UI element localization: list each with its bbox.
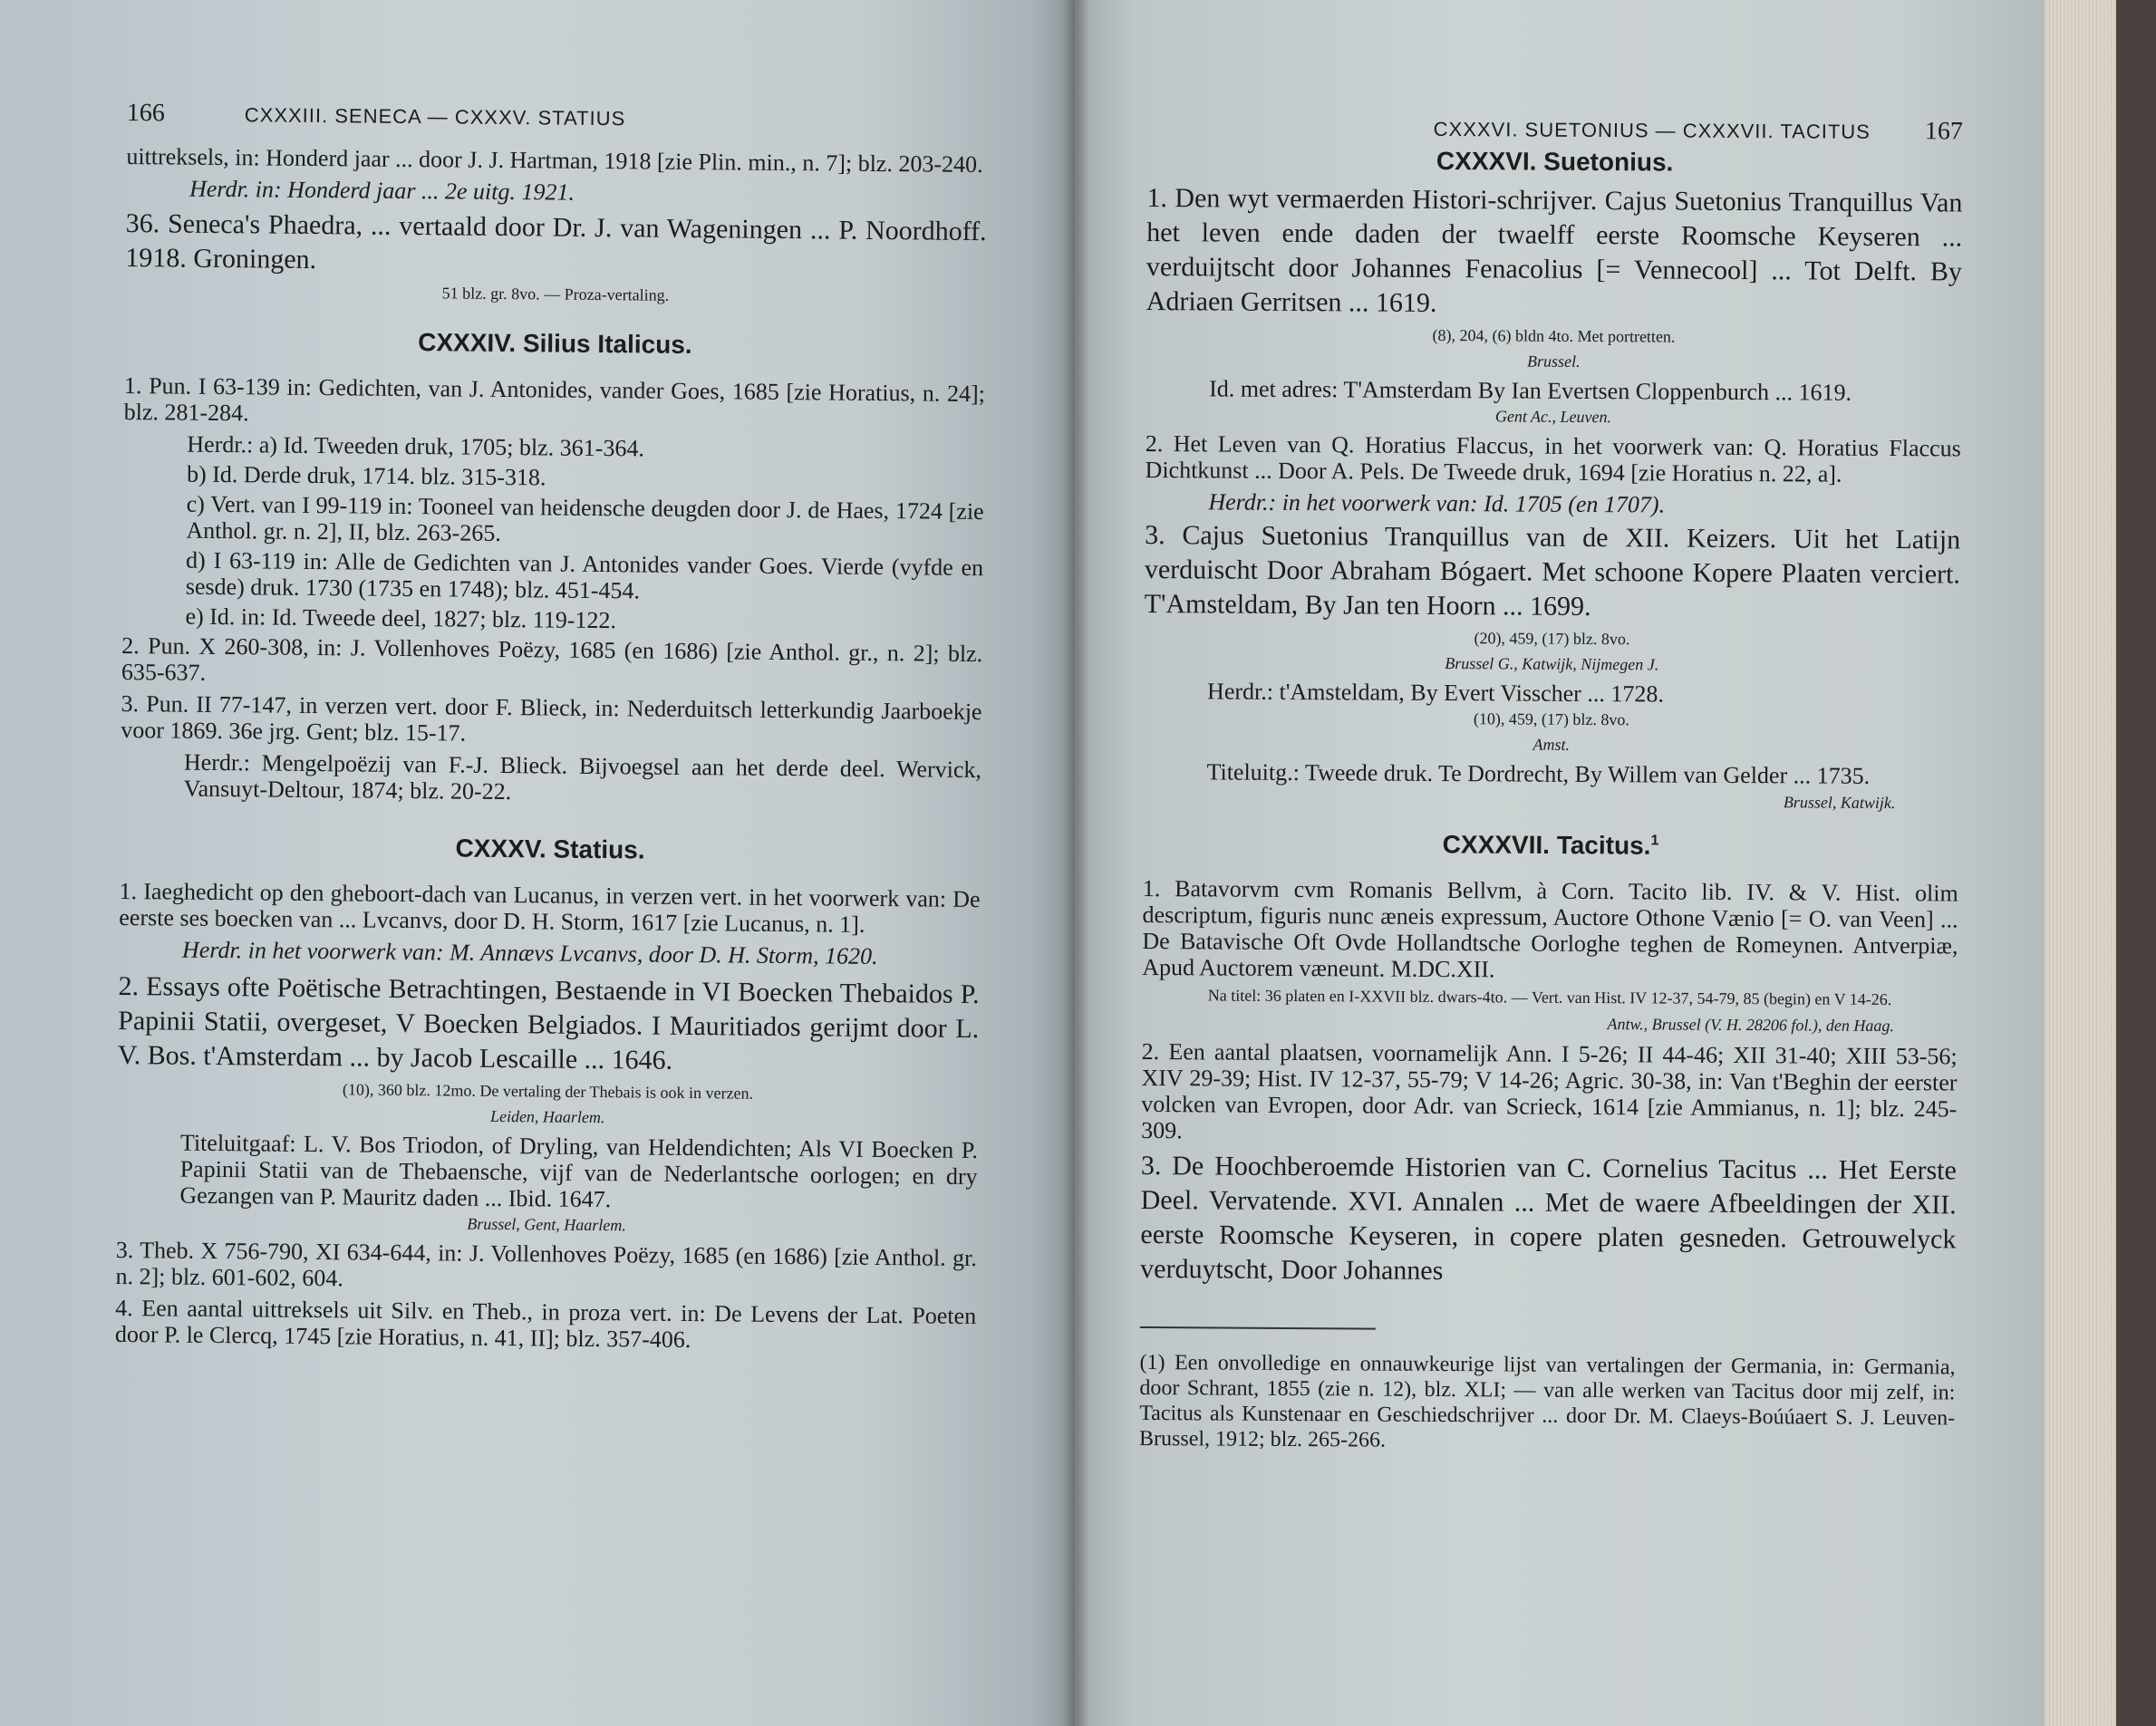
- left-page: [0, 0, 1075, 1726]
- right-page-text: [1139, 113, 1963, 1479]
- suetonius-entry-3-note: (20), 459, (17) blz. 8vo.: [1474, 629, 1630, 649]
- silius-herdr-b: b) Id. Derde druk, 1714. blz. 315-318.: [186, 460, 546, 491]
- suetonius-entry-3-titeluitg: Titeluitg.: Tweede druk. Te Dordrecht, By Willem van Gelder ... 1735.: [1206, 758, 1871, 789]
- tacitus-title-text: CXXXVII. Tacitus.: [1442, 830, 1651, 860]
- left-page-number: 166: [126, 99, 166, 128]
- section-title-silius: CXXXIV. Silius Italicus.: [418, 328, 692, 359]
- suetonius-entry-3-herdr: Herdr.: t'Amsteldam, By Evert Visscher ... 1728.: [1207, 678, 1664, 708]
- statius-entry-1-herdr: Herdr. in het voorwerk van: M. Annævs Lvcanvs, door D. H. Storm, 1620.: [181, 936, 878, 969]
- entry-35-cont: uittreksels, in: Honderd jaar ... door J. J. Hartman, 1918 [zie Plin. min., n. 7]; blz. 203-240.: [126, 142, 983, 178]
- suetonius-entry-2-herdr: Herdr.: in het voorwerk van: Id. 1705 (en 1707).: [1208, 488, 1666, 518]
- statius-entry-2-location-2: Brussel, Gent, Haarlem.: [467, 1214, 626, 1235]
- left-running-head: CXXXIII. SENECA — CXXXV. STATIUS: [244, 103, 626, 130]
- silius-herdr-d: d) I 63-119 in: Alle de Gedichten van J. Antonides vander Goes. Vierde (vyfde en sesde) druk. 1730 (1735 en 1748); blz. 451-454.: [185, 546, 984, 604]
- tacitus-entry-2: 2. Een aantal plaatsen, voornamelijk Ann. I 5-26; II 44-46; XII 31-40; XIII 53-56; XIV 29-39; Hist. IV 12-37, 55-79; V 14-26; Agric. 30-38, in: Van t'Beghin der eerster volcken van Evropen, door Adr. van Scrieck, 1614 [zie Ammianus, n. 1]; blz. 245-309.: [1141, 1038, 1958, 1144]
- suetonius-entry-1-note: (8), 204, (6) bldn 4to. Met portretten.: [1432, 325, 1676, 346]
- section-title-statius: CXXXV. Statius.: [455, 834, 645, 864]
- left-header: [127, 100, 988, 135]
- right-header: [1147, 113, 1963, 145]
- entry-36-note: 51 blz. gr. 8vo. — Proza-vertaling.: [441, 284, 670, 304]
- silius-herdr-e: e) Id. in: Id. Tweede deel, 1827; blz. 119-122.: [185, 603, 617, 634]
- silius-entry-2: 2. Pun. X 260-308, in: J. Vollenhoves Poëzy, 1685 (en 1686) [zie Anthol. gr., n. 2]; blz. 635-637.: [121, 632, 983, 686]
- tacitus-entry-1-location: Antw., Brussel (V. H. 28206 fol.), den Haag.: [1607, 1015, 1894, 1036]
- tacitus-entry-3: 3. De Hoochberoemde Historien van C. Cornelius Tacitus ... Het Eerste Deel. Vervatende. XVI. Annalen ... Met de waere Afbeeldingen der XII. eerste Roomsche Keyseren, in copere platen gesneden. Getrouwelyck verduytscht, Door Johannes: [1140, 1151, 1957, 1287]
- book-cover-edge: [2116, 0, 2156, 1726]
- statius-entry-1: 1. Iaeghedicht op den gheboort-dach van Lucanus, in verzen vert. in het voorwerk van: De eerste ses boecken van ... Lvcanvs, door D. H. Storm, 1617 [zie Lucanus, n. 1].: [119, 877, 981, 938]
- tacitus-entry-1-note: Na titel: 36 platen en I-XXVII blz. dwars-4to. — Vert. van Hist. IV 12-37, 54-79, 85 (begin) en V 14-26.: [1207, 986, 1892, 1009]
- entry-35-herdr: Herdr. in: Honderd jaar ... 2e uitg. 1921.: [189, 175, 575, 206]
- suetonius-entry-3-location-2: Amst.: [1532, 735, 1571, 754]
- suetonius-entry-1-location-2: Gent Ac., Leuven.: [1494, 407, 1612, 427]
- suetonius-entry-3-location-3: Brussel, Katwijk.: [1783, 793, 1896, 813]
- entry-36: 36. Seneca's Phaedra, ... vertaald door Dr. J. van Wageningen ... P. Noordhoff. 1918. Groningen.: [125, 207, 987, 275]
- silius-entry-1: 1. Pun. I 63-139 in: Gedichten, van J. Antonides, vander Goes, 1685 [zie Horatius, n. 24]; blz. 281-284.: [123, 371, 986, 427]
- suetonius-entry-3-note-2: (10), 459, (17) blz. 8vo.: [1473, 709, 1629, 729]
- suetonius-entry-1-adres: Id. met adres: T'Amsterdam By Ian Evertsen Cloppenburch ... 1619.: [1209, 375, 1852, 406]
- suetonius-entry-3: 3. Cajus Suetonius Tranquillus van de XII. Keizers. Uit het Latijn verduischt Door Abraham Bógaert. Met schoone Kopere Plaaten verciert. T'Amsteldam, By Jan ten Hoorn ... 1699.: [1144, 519, 1961, 622]
- left-page-text: [115, 100, 988, 1361]
- silius-entry-3-herdr: Herdr.: Mengelpoëzij van F.-J. Blieck. Bijvoegsel aan het derde deel. Wervick, Vansuyt-Deltour, 1874; blz. 20-22.: [183, 748, 982, 805]
- silius-herdr-c: c) Vert. van I 99-119 in: Tooneel van heidensche deugden door J. de Haes, 1724 [zie Anthol. gr. n. 2], II, blz. 263-265.: [186, 490, 984, 546]
- footnote: (1) Een onvolledige en onnauwkeurige lijst van vertalingen der Germania, in: Germania, door Schrant, 1855 (zie n. 12), blz. XLI; — van alle werken van Tacitus door mij zelf, in: Tacitus als Kunstenaar en Geschiedschrijver ... door Dr. M. Claeys-Boúúaert S. J. Leuven-Brussel, 1912; blz. 265-266.: [1138, 1351, 1956, 1452]
- footnote-divider: [1140, 1326, 1376, 1330]
- suetonius-entry-1: 1. Den wyt vermaerden Histori-schrijver. Cajus Suetonius Tranquillus Van het leven ende daden der twaelff eerste Roomsche Keyseren ... verduijtscht door Johannes Fenacolius [= Vennecool] ... Tot Delft. By Adriaen Gerritsen ... 1619.: [1146, 182, 1963, 318]
- statius-entry-2-note: (10), 360 blz. 12mo. De vertaling der Thebais is ook in verzen.: [342, 1080, 754, 1103]
- statius-entry-2: 2. Essays ofte Poëtische Betrachtingen, Bestaende in VI Boecken Thebaidos P. Papinii Statii, overgeset, V Boecken Belgiados. I Mauritiados gerijmt door L. V. Bos. t'Amsterdam ... by Jacob Lescaille ... 1646.: [117, 970, 980, 1075]
- silius-entry-3: 3. Pun. II 77-147, in verzen vert. door F. Blieck, in: Nederduitsch letterkundig Jaarboekje voor 1869. 36e jrg. Gent; blz. 15-17.: [121, 689, 982, 747]
- section-title-tacitus: [1143, 824, 1958, 861]
- statius-entry-2-titeluitgaaf: Titeluitgaaf: L. V. Bos Triodon, of Dryling, van Heldendichten; Als VI Boecken P. Papinii Statii van de Thebaensche, vijf van de Nederlantsche oorlogen; en dry Gezangen van P. Mauritz daden ... Ibid. 1647.: [179, 1129, 979, 1213]
- statius-entry-4: 4. Een aantal uittreksels uit Silv. en Theb., in proza vert. in: De Levens der Lat. Poeten door P. le Clercq, 1745 [zie Horatius, n. 41, II]; blz. 357-406.: [114, 1294, 977, 1354]
- section-title-suetonius: CXXXVI. Suetonius.: [1436, 146, 1674, 177]
- suetonius-entry-3-location: Brussel G., Katwijk, Nijmegen J.: [1445, 654, 1659, 674]
- tacitus-footnote-marker: 1: [1650, 833, 1659, 849]
- tacitus-entry-1: 1. Batavorvm cvm Romanis Bellvm, à Corn. Tacito lib. IV. & V. Hist. olim descriptum, figuris nunc æneis expressum, Auctore Othone Vænio [= O. van Veen] ... De Batavische Oft Ovde Hollandtsche Oorloghe teghen de Romeynen. Antverpiæ, Apud Auctorem væneunt. M.DC.XII.: [1142, 875, 1958, 983]
- suetonius-entry-1-location: Brussel.: [1527, 352, 1581, 371]
- right-page: [1075, 0, 2045, 1726]
- right-running-head: CXXXVI. SUETONIUS — CXXXVII. TACITUS: [1433, 117, 1871, 143]
- right-page-number: 167: [1924, 117, 1963, 146]
- suetonius-entry-2: 2. Het Leven van Q. Horatius Flaccus, in het voorwerk van: Q. Horatius Flaccus Dichtkunst ... Door A. Pels. De Tweede druk, 1694 [zie Horatius n. 22, a].: [1145, 429, 1961, 487]
- statius-entry-3: 3. Theb. X 756-790, XI 634-644, in: J. Vollenhoves Poëzy, 1685 (en 1686) [zie Anthol. gr. n. 2]; blz. 601-602, 604.: [115, 1236, 977, 1292]
- silius-herdr-a: Herdr.: a) Id. Tweeden druk, 1705; blz. 361-364.: [187, 430, 645, 462]
- statius-entry-2-location: Leiden, Haarlem.: [489, 1106, 605, 1127]
